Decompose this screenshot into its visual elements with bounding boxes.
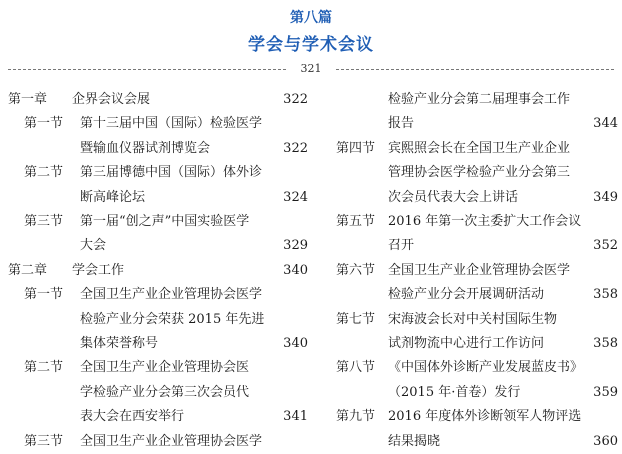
toc-cont-line — [8, 137, 308, 161]
toc-entry-label: 第七节 — [336, 311, 376, 327]
toc-cont-line — [336, 283, 618, 307]
toc-entry-page: 322 — [283, 92, 308, 107]
toc-entry-label: 第六节 — [336, 262, 376, 278]
divider-right — [336, 69, 614, 70]
toc-entry-title: 大会 — [80, 238, 107, 254]
toc-cont-line — [336, 430, 618, 454]
toc-entry-title: 表大会在西安举行 — [80, 409, 185, 425]
toc-entry-title: （2015 年·首卷）发行 — [388, 384, 521, 400]
toc-cont-line — [336, 112, 618, 136]
toc-cont-line — [336, 88, 618, 112]
toc-chapter-line — [8, 88, 308, 112]
toc-entry-label: 第三节 — [24, 214, 64, 229]
toc-cont-line — [336, 381, 618, 405]
toc-entry-title: 次会员代表大会上讲话 — [388, 189, 519, 205]
toc-entry-title: 召开 — [388, 238, 415, 254]
toc-entry-title: 第一届“创之声”中国实验医学 — [80, 214, 250, 229]
toc-entry-page: 340 — [283, 262, 308, 278]
toc-entry-title: 学检验产业分会第三次会员代 — [80, 384, 250, 400]
toc-entry-label: 第一章 — [8, 92, 48, 107]
toc-entry-title: 检验产业分会开展调研活动 — [388, 287, 545, 303]
toc-entry-page: 329 — [283, 238, 308, 254]
toc-entry-title: 暨输血仪器试剂博览会 — [80, 140, 211, 156]
toc-entry-title: 企界会议会展 — [72, 92, 151, 107]
toc-entry-page: 340 — [283, 336, 308, 351]
toc-entry-page: 358 — [593, 287, 618, 303]
toc-entry-page: 324 — [283, 189, 308, 205]
toc-entry-title: 试剂物流中心进行工作访问 — [388, 336, 545, 351]
toc-section-line — [336, 308, 618, 332]
toc-entry-title: 结果揭晓 — [388, 433, 441, 449]
toc-section-line — [8, 430, 308, 454]
toc-entry-label: 第二节 — [24, 165, 64, 181]
toc-entry-label: 第八节 — [336, 360, 376, 376]
toc-entry-title: 集体荣誉称号 — [80, 336, 159, 351]
toc-entry-page: 344 — [593, 116, 618, 132]
toc-entry-title: 全国卫生产业企业管理协会医学 — [388, 262, 571, 278]
toc-entry-title: 第三届博德中国（国际）体外诊 — [80, 165, 263, 181]
toc-cont-line — [8, 381, 308, 405]
toc-entry-label: 第二节 — [24, 360, 64, 376]
toc-section-line — [336, 210, 618, 234]
toc-cont-line — [8, 234, 308, 258]
toc-entry-title: 《中国体外诊断产业发展蓝皮书》 — [388, 360, 584, 376]
toc-entry-title: 管理协会医学检验产业分会第三 — [388, 165, 571, 181]
toc-entry-page: 358 — [593, 336, 618, 351]
toc-cont-line — [8, 308, 308, 332]
toc-entry-title: 2016 年第一次主委扩大工作会议 — [388, 214, 582, 229]
toc-entry-title: 全国卫生产业企业管理协会医 — [80, 360, 250, 376]
toc-entry-page: 352 — [593, 238, 618, 254]
toc-cont-line — [336, 234, 618, 258]
toc-entry-title: 第十三届中国（国际）检验医学 — [80, 116, 263, 132]
toc-entry-page: 359 — [593, 384, 618, 400]
toc-section-line — [8, 112, 308, 136]
part-label: 第八篇 — [290, 10, 332, 26]
toc-entry-title: 宾熙照会长在全国卫生产业企业 — [388, 140, 571, 156]
toc-entry-page: 341 — [283, 409, 308, 425]
toc-entry-label: 第四节 — [336, 140, 376, 156]
toc-entry-title: 全国卫生产业企业管理协会医学 — [80, 287, 263, 303]
divider-left — [8, 69, 286, 70]
toc-entry-title: 全国卫生产业企业管理协会医学 — [80, 433, 263, 449]
toc-cont-line — [336, 161, 618, 185]
toc-entry-title: 2016 年度体外诊断领军人物评选 — [388, 409, 582, 425]
page-number: 321 — [300, 62, 322, 75]
toc-entry-label: 第五节 — [336, 214, 376, 229]
toc-entry-label: 第三节 — [24, 433, 64, 449]
toc-entry-label: 第一节 — [24, 287, 64, 303]
toc-cont-line — [8, 332, 308, 356]
toc-chapter-line — [8, 259, 308, 283]
toc-entry-title: 报告 — [388, 116, 415, 132]
toc-entry-title: 宋海波会长对中关村国际生物 — [388, 311, 558, 327]
toc-entry-title: 检验产业分会荣获 2015 年先进 — [80, 311, 265, 327]
toc-section-line — [336, 356, 618, 380]
toc-cont-line — [336, 186, 618, 210]
toc-entry-title: 学会工作 — [72, 262, 125, 278]
toc-section-line — [336, 405, 618, 429]
toc-entry-label: 第二章 — [8, 262, 48, 278]
toc-section-line — [8, 210, 308, 234]
toc-section-line — [336, 137, 618, 161]
toc-entry-page: 349 — [593, 189, 618, 205]
toc-section-line — [336, 259, 618, 283]
toc-entry-label: 第一节 — [24, 116, 64, 132]
toc-entry-page: 322 — [283, 140, 308, 156]
toc-cont-line — [8, 405, 308, 429]
toc-entry-label: 第九节 — [336, 409, 376, 425]
toc-entry-title: 断高峰论坛 — [80, 189, 146, 205]
toc-cont-line — [8, 186, 308, 210]
section-title: 学会与学术会议 — [248, 35, 374, 55]
toc-section-line — [8, 283, 308, 307]
toc-section-line — [8, 356, 308, 380]
toc-entry-title: 检验产业分会第二届理事会工作 — [388, 92, 571, 107]
toc-entry-page: 360 — [593, 433, 618, 449]
toc-cont-line — [336, 332, 618, 356]
toc-section-line — [8, 161, 308, 185]
